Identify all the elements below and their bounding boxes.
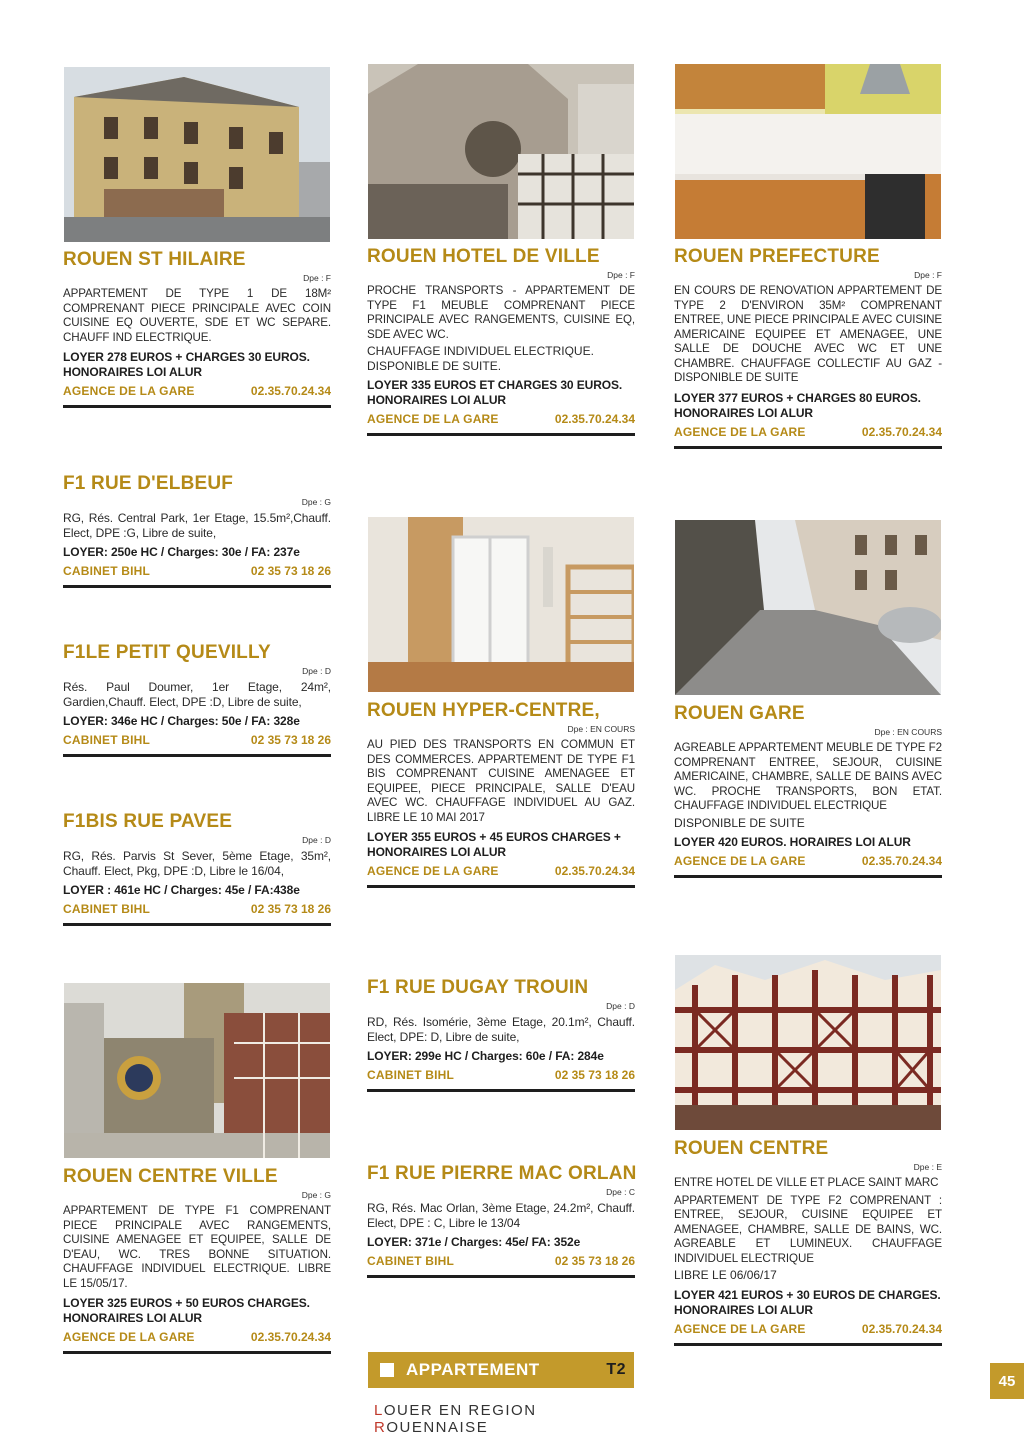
agency-phone[interactable]: 02.35.70.24.34 (861, 424, 942, 439)
listing-title: F1 RUE D'ELBEUF (63, 473, 234, 494)
listing-f1bis-rue-pavee (63, 811, 331, 926)
rent-info: LOYER 335 EUROS ET CHARGES 30 EUROS. HONORAIRES LOI ALUR (367, 378, 623, 407)
listing-description-2: APPARTEMENT DE TYPE F2 COMPRENANT : ENTREE, SEJOUR, CUISINE EQUIPEE ET AMENAGEE, CHAMBRE, SALLE DE BAINS, WC. AGREABLE ET LUMINEUX. CHAUFFAGE INDIVIDUEL ELECTRIQUE (674, 1193, 942, 1265)
photo-rouen-hotel-de-ville (368, 64, 634, 239)
dpe-rating: Dpe : D (302, 666, 331, 676)
agency-contact (367, 864, 635, 888)
listing-f1-rue-d-elbeuf (63, 473, 331, 588)
listing-rouen-hyper-centre (367, 700, 635, 888)
agency-name: CABINET BIHL (63, 733, 151, 747)
agency-name: CABINET BIHL (63, 564, 151, 578)
agency-contact (63, 384, 331, 408)
dpe-rating: Dpe : F (914, 270, 942, 280)
banner-type: T2 (606, 1361, 626, 1378)
rent-info: LOYER : 461e HC / Charges: 45e / FA:438e (63, 883, 300, 897)
listing-rouen-hotel-de-ville (367, 246, 635, 436)
dpe-rating: Dpe : D (606, 1001, 635, 1011)
dpe-rating: Dpe : F (607, 270, 635, 280)
agency-phone[interactable]: 02 35 73 18 26 (554, 1254, 635, 1268)
agency-phone[interactable]: 02.35.70.24.34 (861, 1321, 942, 1336)
photo-rouen-prefecture (675, 64, 941, 239)
listing-description: RG, Rés. Mac Orlan, 3ème Etage, 24.2m², Chauff. Elect, DPE : C, Libre le 13/04 (367, 1201, 635, 1230)
listing-description: Rés. Paul Doumer, 1er Etage, 24m², Gardien,Chauff. Elect, DPE :D, Libre de suite, (63, 680, 331, 709)
listing-f1-rue-pierre-mac-orlan (367, 1163, 635, 1278)
photo-rouen-hyper-centre (368, 517, 634, 692)
agency-contact (367, 1068, 635, 1092)
agency-contact (63, 1330, 331, 1354)
listing-title: F1BIS RUE PAVEE (63, 811, 233, 832)
rent-info: LOYER: 250e HC / Charges: 30e / FA: 237e (63, 545, 300, 559)
agency-contact (674, 854, 942, 878)
brand-text-a: OUER EN REGION (383, 1402, 537, 1419)
rent-info: LOYER 377 EUROS + CHARGES 80 EUROS. HONORAIRES LOI ALUR (674, 390, 921, 420)
dpe-rating: Dpe : G (301, 1190, 331, 1200)
brand-text-b: OUENNAISE (386, 1419, 489, 1436)
agency-name: AGENCE DE LA GARE (674, 854, 806, 868)
agency-contact (367, 1254, 635, 1278)
listing-extra: LIBRE LE 06/06/17 (674, 1268, 777, 1282)
listing-title: ROUEN GARE (674, 703, 805, 724)
rent-info: LOYER: 346e HC / Charges: 50e / FA: 328e (63, 714, 300, 728)
listing-description: RD, Rés. Isomérie, 3ème Etage, 20.1m², Chauff. Elect, DPE: D, Libre de suite, (367, 1015, 635, 1044)
rent-info: LOYER 355 EUROS + 45 EUROS CHARGES + HONORAIRES LOI ALUR (367, 830, 621, 859)
rent-info: LOYER 420 EUROS. HORAIRES LOI ALUR (674, 835, 911, 849)
rent-info: LOYER: 299e HC / Charges: 60e / FA: 284e (367, 1049, 604, 1063)
listing-description: PROCHE TRANSPORTS - APPARTEMENT DE TYPE F1 MEUBLE COMPRENANT PIECE PRINCIPALE AVEC RANGEMENTS, CUISINE EQ, SDE AVEC WC. (367, 284, 635, 341)
agency-phone[interactable]: 02 35 73 18 26 (554, 1068, 635, 1082)
agency-phone[interactable]: 02.35.70.24.34 (554, 412, 635, 426)
agency-contact (63, 564, 331, 588)
agency-contact (63, 733, 331, 757)
agency-name: AGENCE DE LA GARE (63, 384, 195, 398)
agency-phone[interactable]: 02 35 73 18 26 (250, 733, 331, 747)
listing-rouen-centre (674, 1138, 942, 1346)
photo-rouen-centre (675, 955, 941, 1130)
listing-title: ROUEN HYPER-CENTRE, (367, 700, 600, 721)
agency-name: AGENCE DE LA GARE (674, 1321, 806, 1336)
dpe-rating: Dpe : D (302, 835, 331, 845)
listing-rouen-gare (674, 703, 942, 878)
dpe-rating: Dpe : EN COURS (567, 724, 635, 734)
agency-name: AGENCE DE LA GARE (367, 412, 499, 426)
rent-info: LOYER 325 EUROS + 50 EUROS CHARGES. HONORAIRES LOI ALUR (63, 1296, 310, 1325)
agency-contact (367, 412, 635, 436)
agency-phone[interactable]: 02 35 73 18 26 (250, 564, 331, 578)
listing-title: ROUEN CENTRE (674, 1138, 829, 1159)
listing-description: APPARTEMENT DE TYPE F1 COMPRENANT PIECE PRINCIPALE AVEC RANGEMENTS, CUISINE AMENAGEE ET EQUIPEE, SALLE DE D'EAU, WC. TRES BONNE SITUATION. CHAUFFAGE INDIVIDUEL ELECTRIQUE. LIBRE LE 15/05/17. (63, 1204, 331, 1290)
photo-rouen-centre-ville (64, 983, 330, 1158)
listing-title: F1 RUE DUGAY TROUIN (367, 977, 589, 998)
photo-rouen-gare (675, 520, 941, 695)
agency-contact (63, 902, 331, 926)
listing-title: F1LE PETIT QUEVILLY (63, 642, 271, 663)
agency-phone[interactable]: 02 35 73 18 26 (250, 902, 331, 916)
listing-rouen-prefecture (674, 246, 942, 449)
dpe-rating: Dpe : C (606, 1187, 635, 1197)
listing-description: AU PIED DES TRANSPORTS EN COMMUN ET DES COMMERCES. APPARTEMENT DE TYPE F1 BIS COMPRENANT CUISINE AMENAGEE ET EQUIPEE, PIECE PRINCIPALE, SALLE D'EAU AVEC WC. CHAUFFAGE INDIVIDUEL AU GAZ. LIBRE LE 10 MAI 2017 (367, 738, 635, 824)
category-banner (368, 1352, 634, 1388)
listing-description: APPARTEMENT DE TYPE 1 DE 18M² COMPRENANT PIECE PRINCIPALE AVEC COIN CUISINE EQ OUVERTE, SDE ET WC SEPARE. CHAUFF IND ELECTRIQUE. (63, 287, 331, 344)
listing-title: ROUEN ST HILAIRE (63, 249, 246, 270)
agency-contact (674, 425, 942, 449)
brand-letter-l: L (374, 1402, 384, 1419)
agency-name: AGENCE DE LA GARE (367, 864, 499, 878)
brand-letter-r: R (374, 1419, 387, 1436)
rent-info: LOYER 278 EUROS + CHARGES 30 EUROS. HONORAIRES LOI ALUR (63, 350, 310, 379)
agency-phone[interactable]: 02.35.70.24.34 (250, 384, 331, 398)
listing-description: EN COURS DE RENOVATION APPARTEMENT DE TYPE 2 D'ENVIRON 35M² COMPRENANT ENTREE, UNE PIECE PRINCIPALE AVEC CUISINE AMERICAINE EQUIPEE ET AMENAGEE, UNE SALLE DE DOUCHE AVEC WC ET UNE CHAMBRE. CHAUFFAGE COLLECTIF AU GAZ - DISPONIBLE DE SUITE (674, 284, 942, 384)
agency-name: AGENCE DE LA GARE (674, 424, 806, 439)
agency-contact (674, 1322, 942, 1346)
agency-name: CABINET BIHL (63, 902, 151, 916)
page-number: 45 (990, 1363, 1024, 1399)
rent-info: LOYER 421 EUROS + 30 EUROS DE CHARGES. HONORAIRES LOI ALUR (674, 1287, 941, 1317)
dpe-rating: Dpe : E (913, 1162, 942, 1172)
agency-phone[interactable]: 02.35.70.24.34 (554, 864, 635, 878)
listing-description: ENTRE HOTEL DE VILLE ET PLACE SAINT MARC (674, 1176, 939, 1189)
listing-title: ROUEN HOTEL DE VILLE (367, 246, 600, 267)
square-icon (380, 1363, 394, 1377)
dpe-rating: Dpe : F (303, 273, 331, 283)
banner-label: APPARTEMENT (406, 1360, 540, 1379)
listing-description: AGREABLE APPARTEMENT MEUBLE DE TYPE F2 COMPRENANT ENTREE, SEJOUR, CUISINE AMERICAINE, CHAMBRE, SALLE DE BAINS AVEC WC. PROCHE TRANSPORTS, BON ETAT. CHAUFFAGE INDIVIDUEL ELECTRIQUE (674, 741, 942, 812)
listing-extra: CHAUFFAGE INDIVIDUEL ELECTRIQUE. DISPONIBLE DE SUITE. (367, 344, 594, 373)
agency-name: AGENCE DE LA GARE (63, 1330, 195, 1344)
listing-title: ROUEN CENTRE VILLE (63, 1166, 278, 1187)
listing-f1-rue-dugay-trouin (367, 977, 635, 1092)
listing-rouen-centre-ville (63, 1166, 331, 1354)
listing-description: RG, Rés. Central Park, 1er Etage, 15.5m²,Chauff. Elect, DPE :G, Libre de suite, (63, 511, 331, 540)
agency-phone[interactable]: 02.35.70.24.34 (861, 854, 942, 868)
dpe-rating: Dpe : G (301, 497, 331, 507)
listing-description: RG, Rés. Parvis St Sever, 5ème Etage, 35m², Chauff. Elect, Pkg, DPE :D, Libre le 16/04, (63, 849, 331, 878)
footer-brand (374, 1402, 654, 1436)
rent-info: LOYER: 371e / Charges: 45e/ FA: 352e (367, 1235, 581, 1249)
listing-title: F1 RUE PIERRE MAC ORLAN (367, 1163, 637, 1184)
listing-title: ROUEN PREFECTURE (674, 246, 880, 267)
agency-name: CABINET BIHL (367, 1068, 455, 1082)
agency-name: CABINET BIHL (367, 1254, 455, 1268)
dpe-rating: Dpe : EN COURS (874, 727, 942, 737)
agency-phone[interactable]: 02.35.70.24.34 (250, 1330, 331, 1344)
listing-rouen-st-hilaire (63, 249, 331, 408)
photo-rouen-st-hilaire (64, 67, 330, 242)
listing-f1-le-petit-quevilly (63, 642, 331, 757)
listing-extra: DISPONIBLE DE SUITE (674, 815, 805, 830)
